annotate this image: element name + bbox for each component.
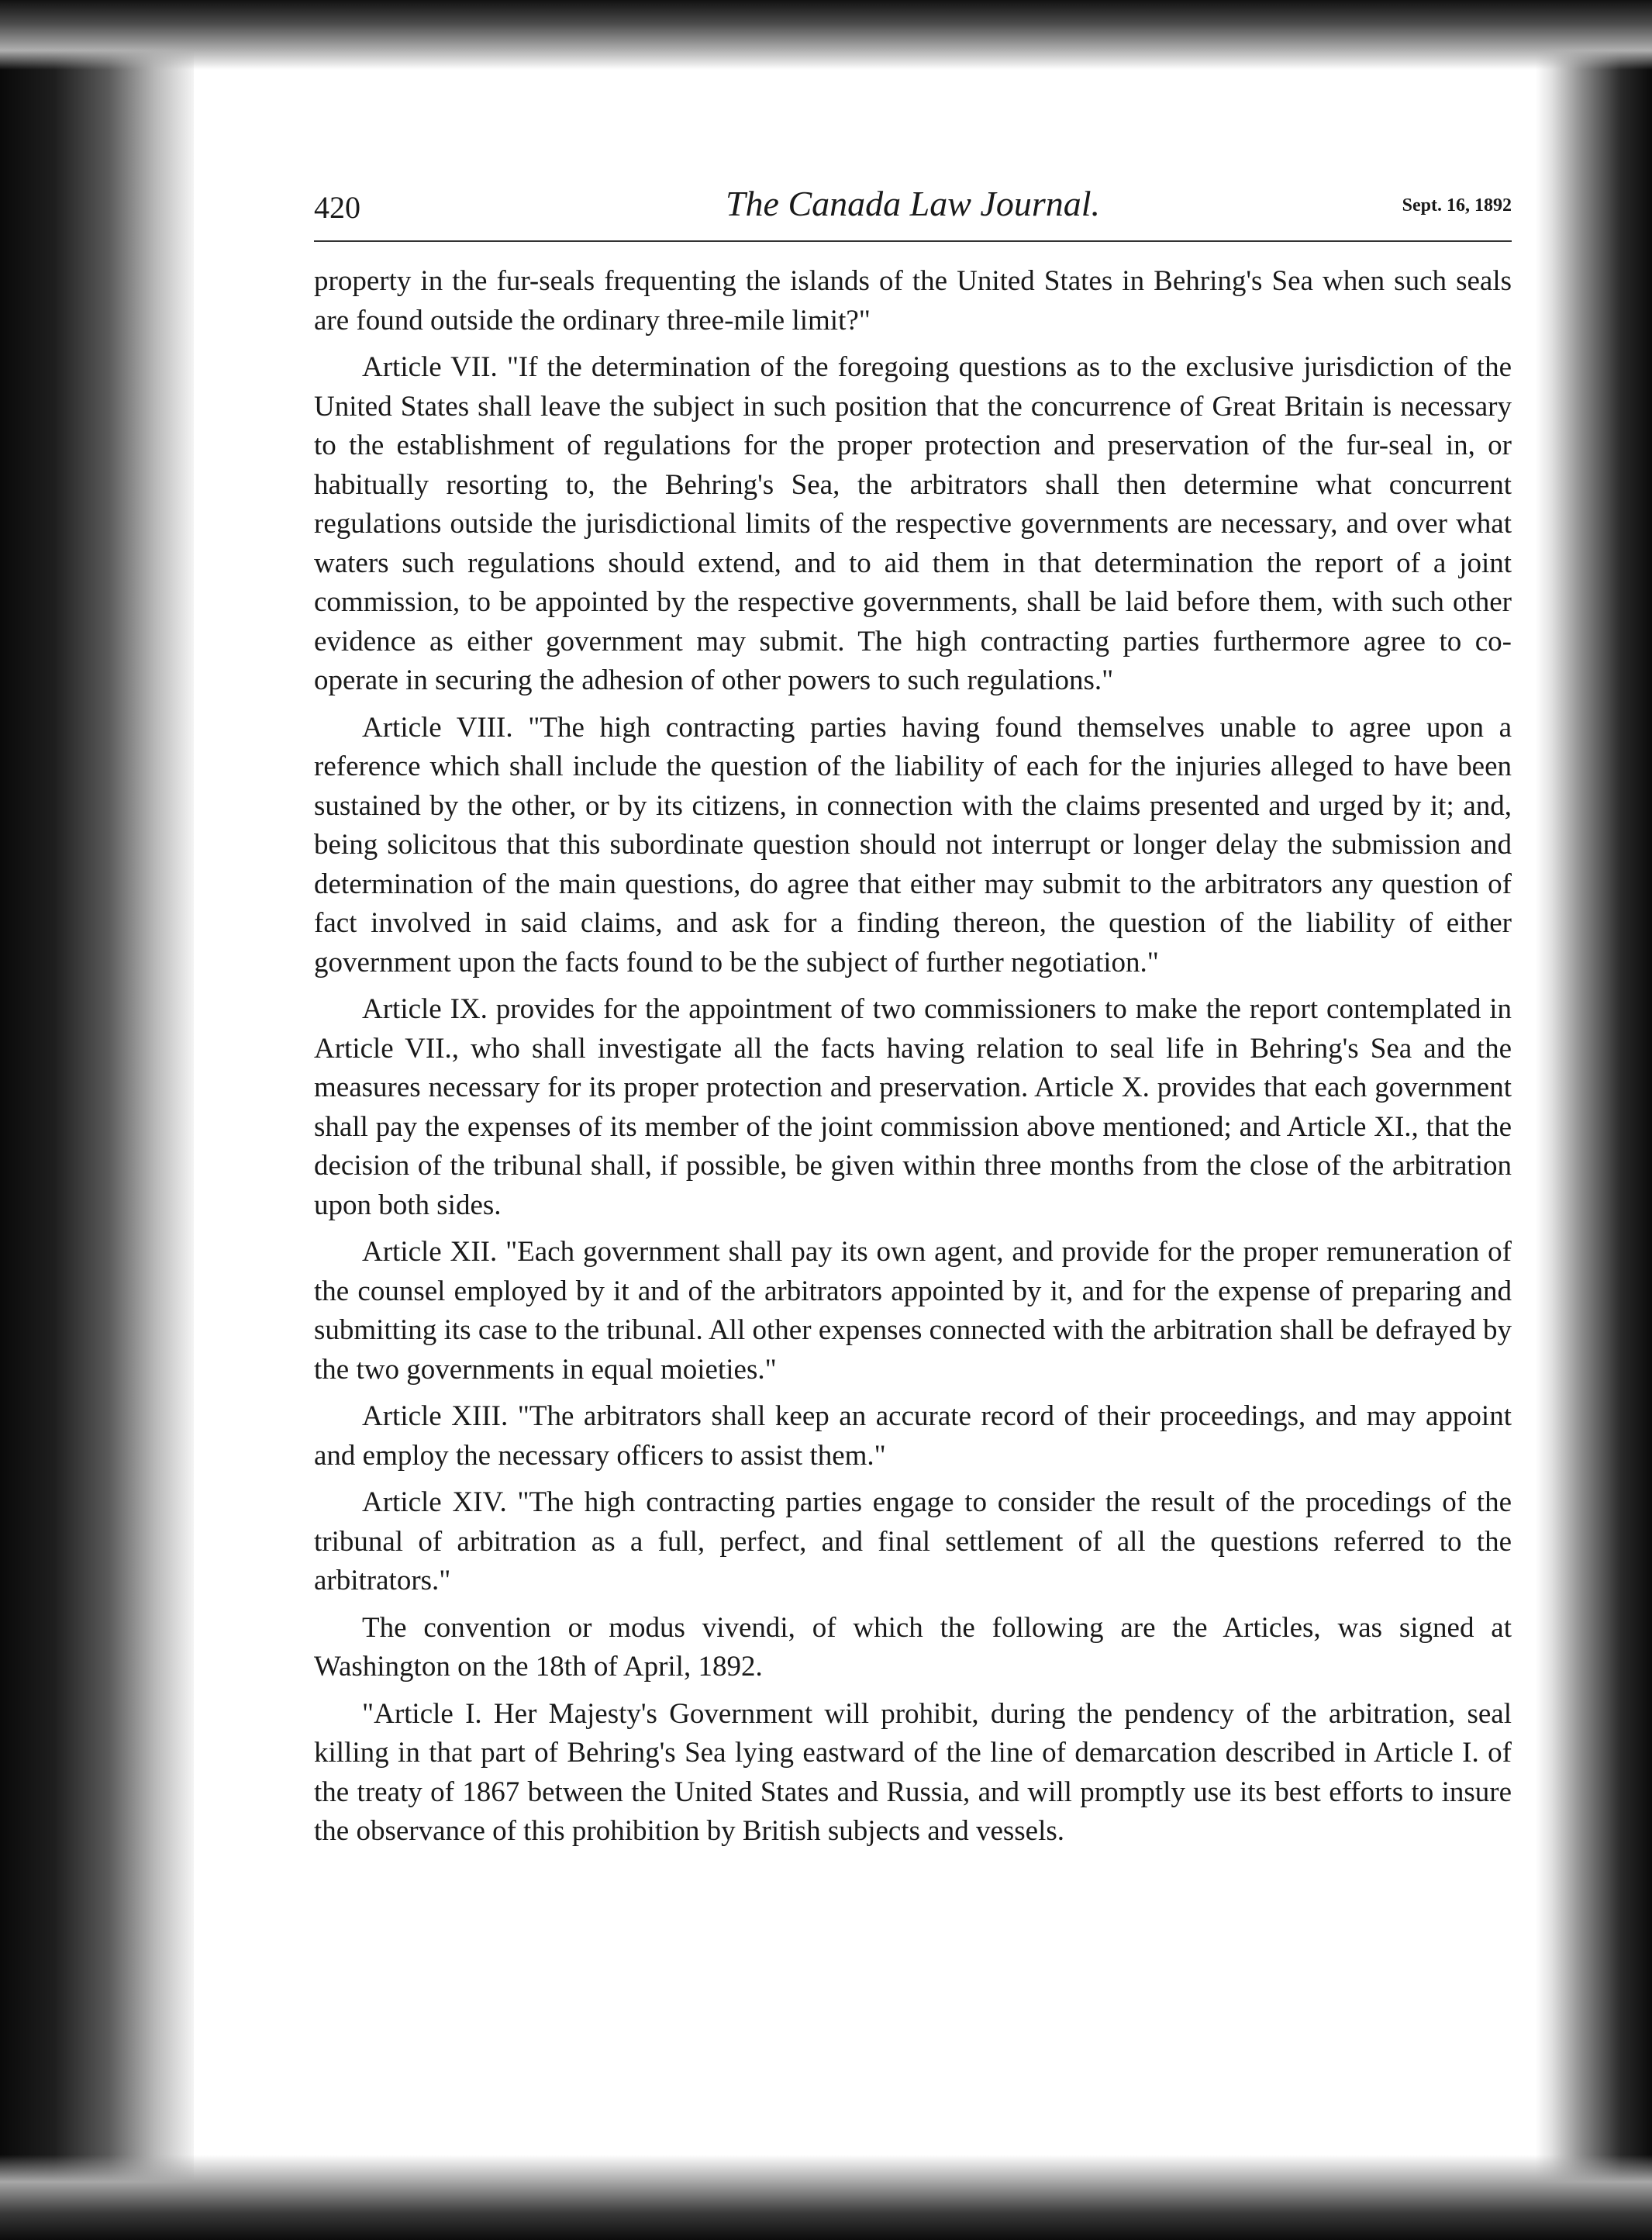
paragraph: "Article I. Her Majesty's Government will prohibit, during the pendency of the arbitration, seal killing in that part of Behring's Sea lying eastward of the line of demarcation described in Article I. of the treaty of 1867 between the United States and Russia, and will promptly use its best efforts to insure the observance of this prohibition by British subjects and vessels. bbox=[314, 1697, 1512, 1847]
paragraph: Article XIV. "The high contracting parties engage to consider the result of the procedings of the tribunal of arbitration as a full, perfect, and final settlement of all the questions referred to the arbitrators." bbox=[314, 1486, 1512, 1596]
journal-title: The Canada Law Journal. bbox=[725, 184, 1101, 223]
scan-border-top bbox=[0, 0, 1652, 70]
paragraph: property in the fur-seals frequenting the islands of the United States in Behring's Sea when such seals are found outside the ordinary three-mile limit?" bbox=[314, 265, 1512, 337]
issue-date: Sept. 16, 1892 bbox=[1402, 195, 1512, 216]
paragraph: Article VIII. "The high contracting parties having found themselves unable to agree upon a reference which shall include the question of the liability of each for the injuries alleged to have been sustained by the other, or by its citizens, in connection with the claims presented and urged by it; and, being solicitous that this subordinate question should not interrupt or longer delay the submission and determination of the main questions, do agree that either may submit to the arbitrators any question of fact involved in said claims, and ask for a finding thereon, the question of the liability of either government upon the facts found to be the subject of further negotiation." bbox=[314, 711, 1512, 978]
article-body bbox=[314, 262, 1512, 1852]
journal-page bbox=[314, 178, 1512, 1859]
scan-border-bottom bbox=[0, 2155, 1652, 2240]
paragraph: Article XIII. "The arbitrators shall keep an accurate record of their proceedings, and may appoint and employ the necessary officers to assist them." bbox=[314, 1400, 1512, 1472]
page-number: 420 bbox=[314, 190, 360, 225]
paragraph: The convention or modus vivendi, of which the following are the Articles, was signed at Washington on the 18th of April, 1892. bbox=[314, 1611, 1512, 1683]
paragraph: Article XII. "Each government shall pay its own agent, and provide for the proper remuneration of the counsel employed by it and of the arbitrators appointed by it, and for the expense of preparing and submitting its case to the tribunal. All other expenses connected with the arbitration shall be defrayed by the two governments in equal moieties." bbox=[314, 1236, 1512, 1386]
scan-border-right bbox=[1536, 0, 1652, 2240]
paragraph: Article VII. "If the determination of the foregoing questions as to the exclusive jurisdiction of the United States shall leave the subject in such position that the concurrence of Great Britain is necessary to the establishment of regulations for the proper protection and preservation of the fur-seal in, or habitually resorting to, the Behring's Sea, the arbitrators shall then determine what concurrent regulations outside the jurisdictional limits of the respective governments are necessary, and over what waters such regulations should extend, and to aid them in that determination the report of a joint commission, to be appointed by the respective governments, shall be laid before them, with such other evidence as either government may submit. The high contracting parties furthermore agree to co-operate in securing the adhesion of other powers to such regulations." bbox=[314, 351, 1512, 696]
scan-border-left bbox=[0, 0, 194, 2240]
paragraph: Article IX. provides for the appointment of two commissioners to make the report contemplated in Article VII., who shall investigate all the facts having relation to seal life in Behring's Sea and the measures necessary for its proper protection and preservation. Article X. provides that each government shall pay the expenses of its member of the joint commission above mentioned; and Article XI., that the decision of the tribunal shall, if possible, be given within three months from the close of the arbitration upon both sides. bbox=[314, 993, 1512, 1221]
page-header bbox=[314, 178, 1512, 242]
